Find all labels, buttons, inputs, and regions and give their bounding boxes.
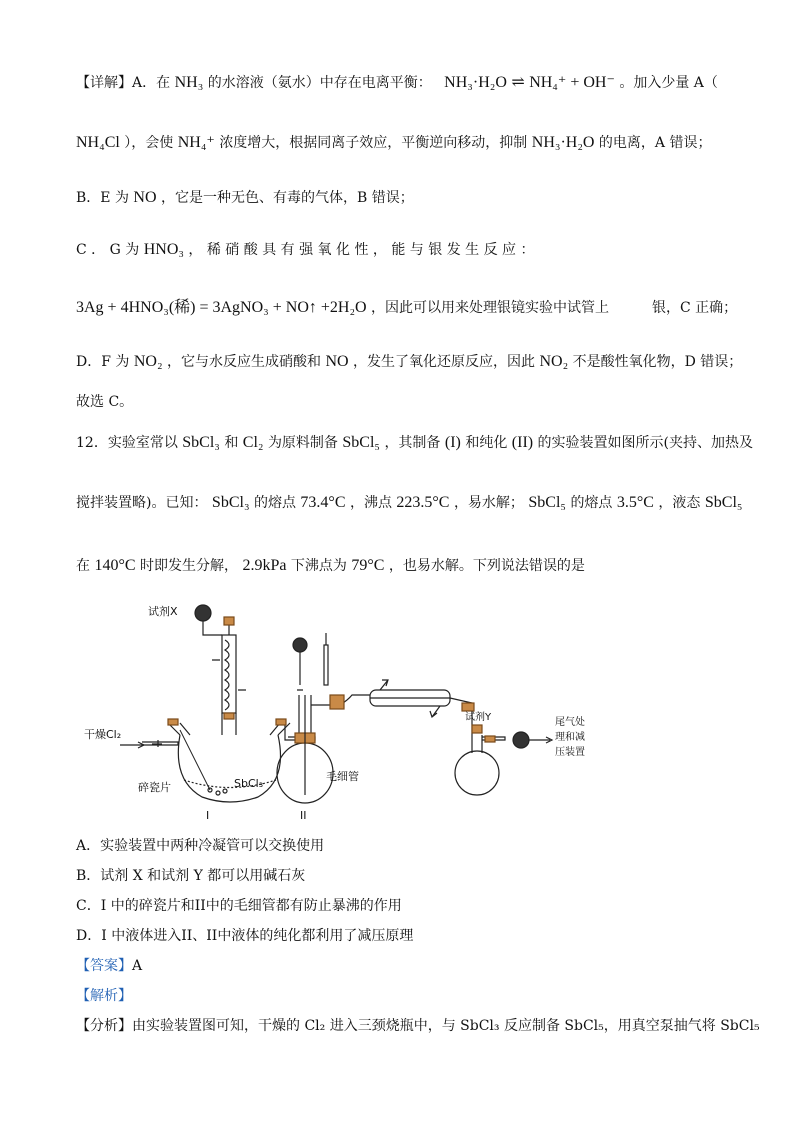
- text: 的熔点: [570, 495, 613, 511]
- text-line-1: [76, 73, 718, 93]
- text: 时即发生分解，: [139, 558, 238, 574]
- label-tail-gas-3: 压装置: [555, 747, 585, 758]
- label-capillary: 毛细管: [326, 770, 359, 783]
- text: 的水溶液（氨水）中存在电离平衡：: [207, 75, 432, 91]
- roman-two: (II): [511, 434, 534, 451]
- text-line-3: [76, 188, 414, 208]
- label-dry-cl2: 干燥Cl₂: [84, 728, 122, 741]
- text: ，因此可以用来处理银镜实验中试管上: [371, 300, 610, 316]
- label-reagent-x: 试剂X: [148, 605, 178, 618]
- text: 在: [76, 558, 90, 574]
- reaction-equation: 3Ag + 4HNO₃(稀) = 3AgNO₃ + NO↑ +2H₂O: [76, 299, 367, 316]
- question-12-line-3: [76, 556, 585, 576]
- value-mp-sbcl5: 3.5°C: [616, 494, 654, 511]
- text-line-7: [76, 392, 133, 412]
- label-tail-gas-1: 尾气处: [555, 717, 585, 728]
- text: 不是酸性氧化物，D 错误；: [572, 354, 743, 370]
- text: 搅拌装置略)。已知：: [76, 495, 208, 511]
- label-apparatus-1: I: [206, 809, 210, 822]
- option-a: A．实验装置中两种冷凝管可以交换使用: [76, 838, 325, 854]
- thermometer: [324, 645, 328, 685]
- roman-one: (I): [444, 434, 461, 451]
- formula-sbcl3: SbCl₃: [182, 434, 220, 451]
- text: 为原料制备: [267, 435, 338, 451]
- formula-no2: NO₂: [133, 353, 163, 370]
- text: ， 稀 硝 酸 具 有 强 氧 化 性 ， 能 与 银 发 生 反 应 ：: [188, 242, 535, 258]
- formula-sbcl5: SbCl₅: [704, 494, 743, 511]
- text: B．E 为: [76, 190, 129, 206]
- text: 下沸点为: [290, 558, 347, 574]
- text: D．F 为: [76, 354, 130, 370]
- label-chips: 碎瓷片: [138, 781, 171, 794]
- fenxi-line: 【分析】由实验装置图可知，干燥的 Cl₂ 进入三颈烧瓶中，与 SbCl₃ 反应制备 SbCl₅，用真空泵抽气将 SbCl₅: [76, 1018, 760, 1034]
- formula-sbcl3: SbCl₃: [211, 494, 250, 511]
- text: 的实验装置如图所示(夹持、加热及: [537, 435, 754, 451]
- formula-eq-left: NH₃·H₂O: [444, 74, 507, 91]
- text-line-2: [76, 133, 711, 153]
- value-pressure: 2.9kPa: [242, 557, 287, 574]
- text-line-5: [76, 298, 737, 318]
- text: ，它是一种无色、有毒的气体，B 错误；: [160, 190, 414, 206]
- apparatus-figure: [80, 595, 600, 830]
- text: 【详解】A．在: [76, 75, 171, 91]
- label-apparatus-2: II: [300, 809, 307, 822]
- option-d: D．I 中液体进入II、II中液体的纯化都利用了减压原理: [76, 928, 414, 944]
- text: ，沸点: [349, 495, 392, 511]
- text-line-6: [76, 352, 742, 372]
- text: 浓度增大，根据同离子效应，平衡逆向移动，抑制: [219, 135, 528, 151]
- formula-nh3h2o: NH₃·H₂O: [531, 134, 595, 151]
- formula-nh4-ion: NH₄⁺: [177, 134, 215, 151]
- text: 12．实验室常以: [76, 435, 178, 451]
- formula-no: NO: [133, 189, 157, 206]
- text: ，它与水反应生成硝酸和: [166, 354, 321, 370]
- text: ，易水解；: [453, 495, 524, 511]
- formula-no2: NO₂: [539, 353, 569, 370]
- text-line-4: [76, 240, 535, 260]
- answer-line: [76, 956, 142, 976]
- receiver-flask: [455, 751, 499, 795]
- option-c: C．I 中的碎瓷片和II中的毛细管都有防止暴沸的作用: [76, 898, 402, 914]
- question-12-line-1: [76, 433, 753, 453]
- text: 的熔点: [253, 495, 296, 511]
- formula-eq-right: NH₄⁺ + OH⁻: [529, 74, 615, 91]
- text: 的电离，A 错误；: [598, 135, 712, 151]
- formula-no: NO: [325, 353, 349, 370]
- value-bp-sbcl3: 223.5°C: [396, 494, 450, 511]
- three-neck-flask: [178, 735, 280, 802]
- formula-nh3: NH₃: [174, 74, 204, 91]
- text: ，发生了氧化还原反应，因此: [353, 354, 535, 370]
- option-b: B．试剂 X 和试剂 Y 都可以用碱石灰: [76, 868, 306, 884]
- formula-sbcl5: SbCl₅: [342, 434, 380, 451]
- text: 。加入少量 A（: [619, 75, 718, 91]
- answer-tag: 【答案】: [76, 958, 132, 974]
- text: 故选 C。: [76, 394, 134, 410]
- text: ，液态: [658, 495, 701, 511]
- text: ，其制备: [384, 435, 441, 451]
- answer-value: A: [132, 958, 143, 974]
- formula-hno3: HNO₃: [143, 241, 184, 258]
- text: 和纯化: [465, 435, 508, 451]
- text: ，也易水解。下列说法错误的是: [388, 558, 585, 574]
- equilibrium-arrow: ⇌: [511, 74, 525, 91]
- text: ），会使: [124, 135, 174, 151]
- formula-cl2: Cl₂: [242, 434, 264, 451]
- text: C ． G 为: [76, 242, 140, 258]
- label-reagent-y: 试剂Y: [465, 712, 492, 723]
- text: 银，C 正确；: [651, 300, 738, 316]
- value-79c: 79°C: [351, 557, 385, 574]
- label-tail-gas-2: 理和减: [555, 732, 585, 743]
- value-140c: 140°C: [94, 557, 136, 574]
- analysis-tag: 【解析】: [76, 988, 132, 1004]
- text: 和: [224, 435, 239, 451]
- analysis-line: [76, 986, 132, 1006]
- formula-sbcl5: SbCl₅: [528, 494, 566, 511]
- formula-nh4cl: NH₄Cl: [76, 134, 120, 151]
- value-mp-sbcl3: 73.4°C: [300, 494, 346, 511]
- label-sbcl3: SbCl₃: [234, 777, 264, 790]
- question-12-line-2: [76, 493, 742, 513]
